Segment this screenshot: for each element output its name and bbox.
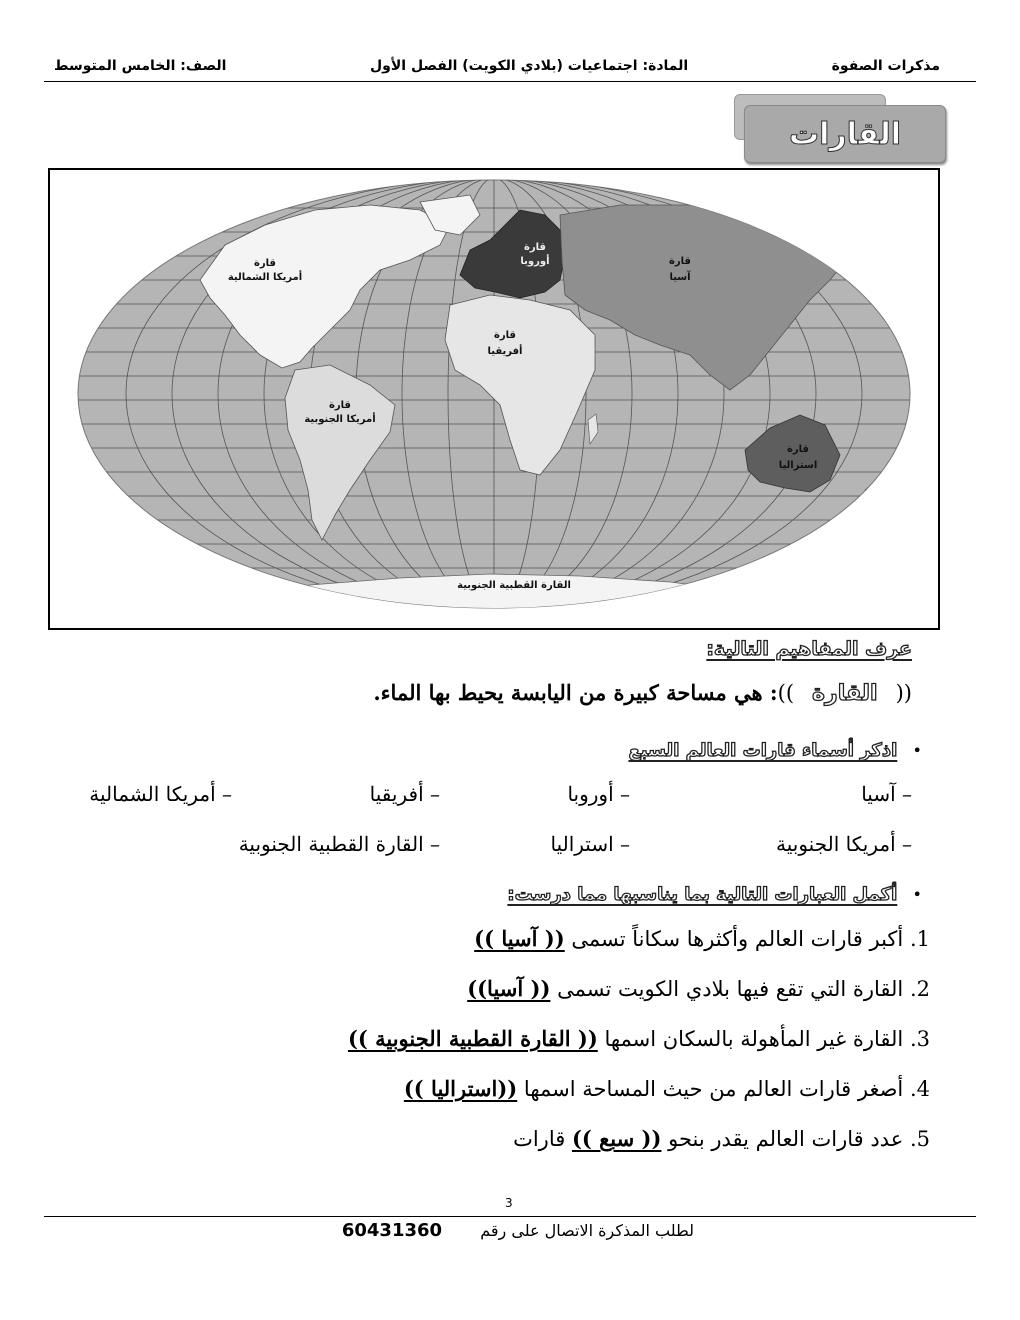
continent-north-america: – أمريكا الشمالية (89, 782, 232, 806)
label-australia-1: قارة (787, 444, 809, 455)
page-title: القارات (788, 116, 902, 152)
title-tab (744, 105, 946, 163)
header-subject: المادة: اجتماعيات (بلادي الكويت) الفصل الأول (370, 58, 689, 74)
header-grade: الصف: الخامس المتوسط (54, 58, 227, 74)
sentence-2: 2. القارة التي تقع فيها بلادي الكويت تسمى (( آسيا)) (467, 976, 930, 1001)
answer-3: (( القارة القطبية الجنوبية )) (347, 1026, 598, 1051)
label-south-america-2: أمريكا الجنوبية (304, 414, 376, 425)
label-asia-1: قارة (669, 256, 691, 267)
footer-contact (342, 1220, 694, 1241)
answer-1: (( آسيا )) (474, 926, 565, 951)
page-number: 3 (505, 1196, 513, 1210)
continent-asia: – آسيا (861, 782, 912, 806)
definition-text: : هي مساحة كبيرة من اليابسة يحيط بها الماء. (373, 680, 778, 705)
footer-contact-text: لطلب المذكرة الاتصال على رقم (480, 1221, 694, 1240)
definition-heading: عرف المفاهيم التالية: (706, 638, 912, 660)
definition-close: )) (777, 681, 795, 705)
answer-4: ((استراليا )) (403, 1076, 518, 1101)
world-map (48, 168, 940, 630)
answer-2: (( آسيا)) (467, 976, 551, 1001)
sentence-3: 3. القارة غير المأهولة بالسكان اسمها (( القارة القطبية الجنوبية )) (347, 1026, 930, 1051)
label-africa-2: أفريقيا (487, 346, 523, 357)
continents-heading: • اذكر أسماء قارات العالم السبع (628, 740, 922, 761)
answer-5: (( سبع )) (571, 1126, 662, 1151)
label-antarctica: القارة القطبية الجنوبية (457, 580, 571, 591)
bullet-1: • (897, 741, 922, 760)
label-south-america-1: قارة (329, 400, 351, 411)
header-divider (44, 81, 976, 82)
footer-divider (44, 1216, 976, 1217)
continent-australia: – استراليا (550, 832, 630, 856)
label-north-america-2: أمريكا الشمالية (227, 272, 303, 283)
label-north-america-1: قارة (254, 258, 276, 269)
header-brand: مذكرات الصفوة (831, 58, 940, 74)
continent-south-america: – أمريكا الجنوبية (776, 832, 912, 856)
footer-phone: 60431360 (341, 1220, 443, 1241)
sentence-4: 4. أصغر قارات العالم من حيث المساحة اسمها ((استراليا )) (403, 1076, 930, 1101)
complete-heading: • أكمل العبارات التالية بما يناسبها مما درست: (507, 884, 922, 905)
label-australia-2: استراليا (778, 460, 818, 471)
sentence-1: 1. أكبر قارات العالم وأكثرها سكاناً تسمى (( آسيا )) (474, 926, 930, 951)
continent-antarctica: – القارة القطبية الجنوبية (238, 832, 440, 856)
continent-europe: – أوروبا (567, 782, 630, 806)
label-africa-1: قارة (494, 330, 516, 341)
label-europe-2: أوروبا (520, 256, 550, 267)
world-map-svg (50, 170, 938, 628)
definition-open: (( (895, 681, 912, 705)
definition-term: القارة (812, 681, 878, 706)
label-asia-2: آسيا (669, 272, 691, 283)
sentence-5: 5. عدد قارات العالم يقدر بنحو (( سبع )) قارات (513, 1126, 930, 1151)
bullet-2: • (897, 885, 922, 904)
definition-line (373, 680, 912, 706)
continent-africa: – أفريقيا (369, 782, 440, 806)
label-europe-1: قارة (524, 242, 546, 253)
